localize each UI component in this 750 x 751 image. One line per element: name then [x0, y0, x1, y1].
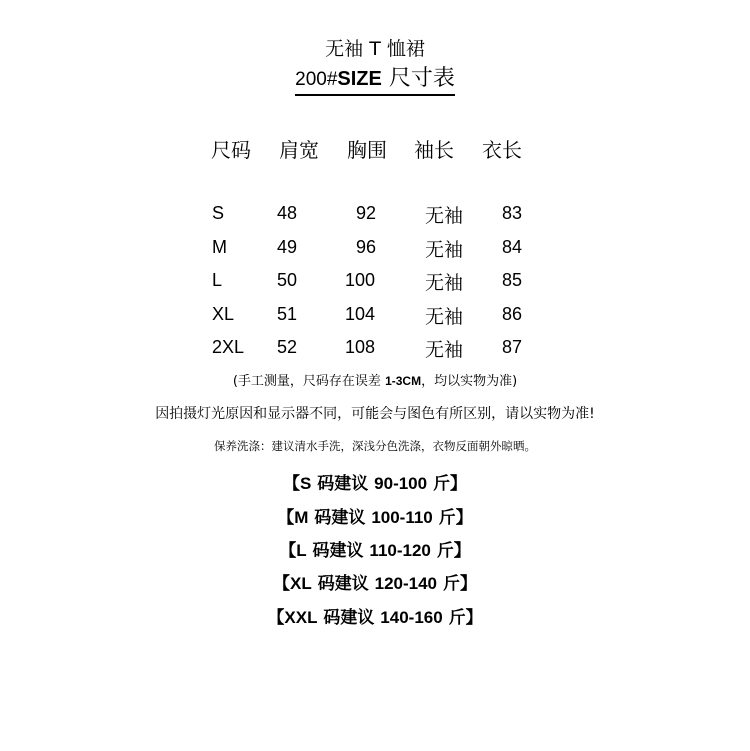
rec-range: 110-120 [369, 541, 431, 560]
rec-unit: 斤 [442, 608, 466, 628]
table-row-l-shoulder: 50 [277, 270, 298, 290]
rec-unit: 斤 [437, 574, 460, 594]
table-row-m-size: M [212, 237, 227, 257]
product-title: 无袖 T 恤裙 [325, 38, 425, 60]
rec-bracket-open: 【 [273, 574, 291, 594]
rec-size: XXL [284, 608, 318, 627]
header-shoulder: 肩宽 [279, 138, 319, 162]
style-number: 200# [295, 69, 338, 90]
table-row-m-shoulder: 49 [277, 237, 298, 257]
header-length: 衣长 [482, 138, 522, 162]
table-row-s-size: S [212, 203, 225, 223]
table-row-2xl-chest: 108 [345, 337, 376, 357]
recommendation-m [0, 503, 750, 528]
header-chest: 胸围 [347, 138, 387, 162]
rec-range: 120-140 [374, 574, 438, 593]
table-row-l-length: 85 [502, 270, 523, 290]
measurement-note [0, 370, 750, 389]
rec-unit: 斤 [432, 508, 456, 528]
rec-size: S [299, 474, 312, 493]
rec-label: 码建议 [308, 508, 372, 528]
table-row-m-length: 84 [502, 237, 523, 257]
rec-bracket-open: 【 [282, 474, 300, 494]
table-row-s-chest: 92 [356, 203, 377, 223]
size-chart-heading-underline [295, 66, 455, 96]
rec-range: 140-160 [380, 608, 443, 627]
table-row-l-chest: 100 [345, 270, 376, 290]
size-chart-heading [0, 66, 750, 96]
table-row-2xl-length: 87 [502, 337, 523, 357]
measurement-note-text: (手工测量，尺码存在误差 [232, 374, 386, 389]
rec-size: L [296, 541, 307, 560]
table-row-s-sleeve: 无袖 [425, 205, 464, 227]
table-row-xl-shoulder: 51 [277, 304, 298, 324]
table-row-xl-length: 86 [502, 304, 523, 324]
measurement-note-tail: ，均以实物为准) [421, 374, 518, 389]
rec-bracket-close: 】 [465, 608, 483, 628]
rec-label: 码建议 [311, 574, 375, 594]
rec-bracket-close: 】 [459, 574, 477, 594]
table-row-s-shoulder: 48 [277, 203, 298, 223]
rec-range: 100-110 [371, 508, 433, 527]
rec-bracket-close: 】 [453, 541, 471, 561]
rec-size: M [294, 508, 309, 527]
chart-word: 尺寸表 [388, 66, 455, 91]
recommendation-l [0, 536, 750, 561]
recommendation-xxl [0, 603, 750, 628]
header-sleeve: 袖长 [414, 138, 454, 162]
care-instructions: 保养洗涤：建议清水手洗，深浅分色洗涤，衣物反面朝外晾晒。 [214, 439, 536, 453]
table-row-xl-chest: 104 [345, 304, 376, 324]
recommendation-xl [0, 569, 750, 594]
table-row-2xl-sleeve: 无袖 [425, 339, 464, 361]
rec-label: 码建议 [317, 608, 381, 628]
table-row-s-length: 83 [502, 203, 523, 223]
table-row-xl-size: XL [212, 304, 235, 324]
rec-unit: 斤 [427, 474, 451, 494]
table-row-2xl-shoulder: 52 [277, 337, 298, 357]
rec-unit: 斤 [430, 541, 454, 561]
color-disclaimer: 因拍摄灯光原因和显示器不同，可能会与图色有所区别，请以实物为准! [155, 406, 595, 422]
rec-size: XL [290, 574, 312, 593]
size-word: SIZE [337, 68, 382, 90]
table-row-l-sleeve: 无袖 [425, 272, 464, 294]
rec-range: 90-100 [374, 474, 428, 493]
rec-bracket-open: 【 [277, 508, 295, 528]
rec-bracket-open: 【 [267, 608, 285, 628]
recommendation-s [0, 469, 750, 494]
rec-bracket-close: 】 [450, 474, 468, 494]
table-row-xl-sleeve: 无袖 [425, 306, 464, 328]
rec-label: 码建议 [306, 541, 370, 561]
rec-bracket-close: 】 [455, 508, 473, 528]
rec-label: 码建议 [311, 474, 375, 494]
header-size: 尺码 [211, 138, 251, 162]
measurement-tolerance: 1-3CM [385, 374, 422, 388]
table-row-m-sleeve: 无袖 [425, 239, 464, 261]
rec-bracket-open: 【 [279, 541, 297, 561]
table-row-2xl-size: 2XL [212, 337, 245, 357]
table-row-m-chest: 96 [356, 237, 377, 257]
table-row-l-size: L [212, 270, 223, 290]
